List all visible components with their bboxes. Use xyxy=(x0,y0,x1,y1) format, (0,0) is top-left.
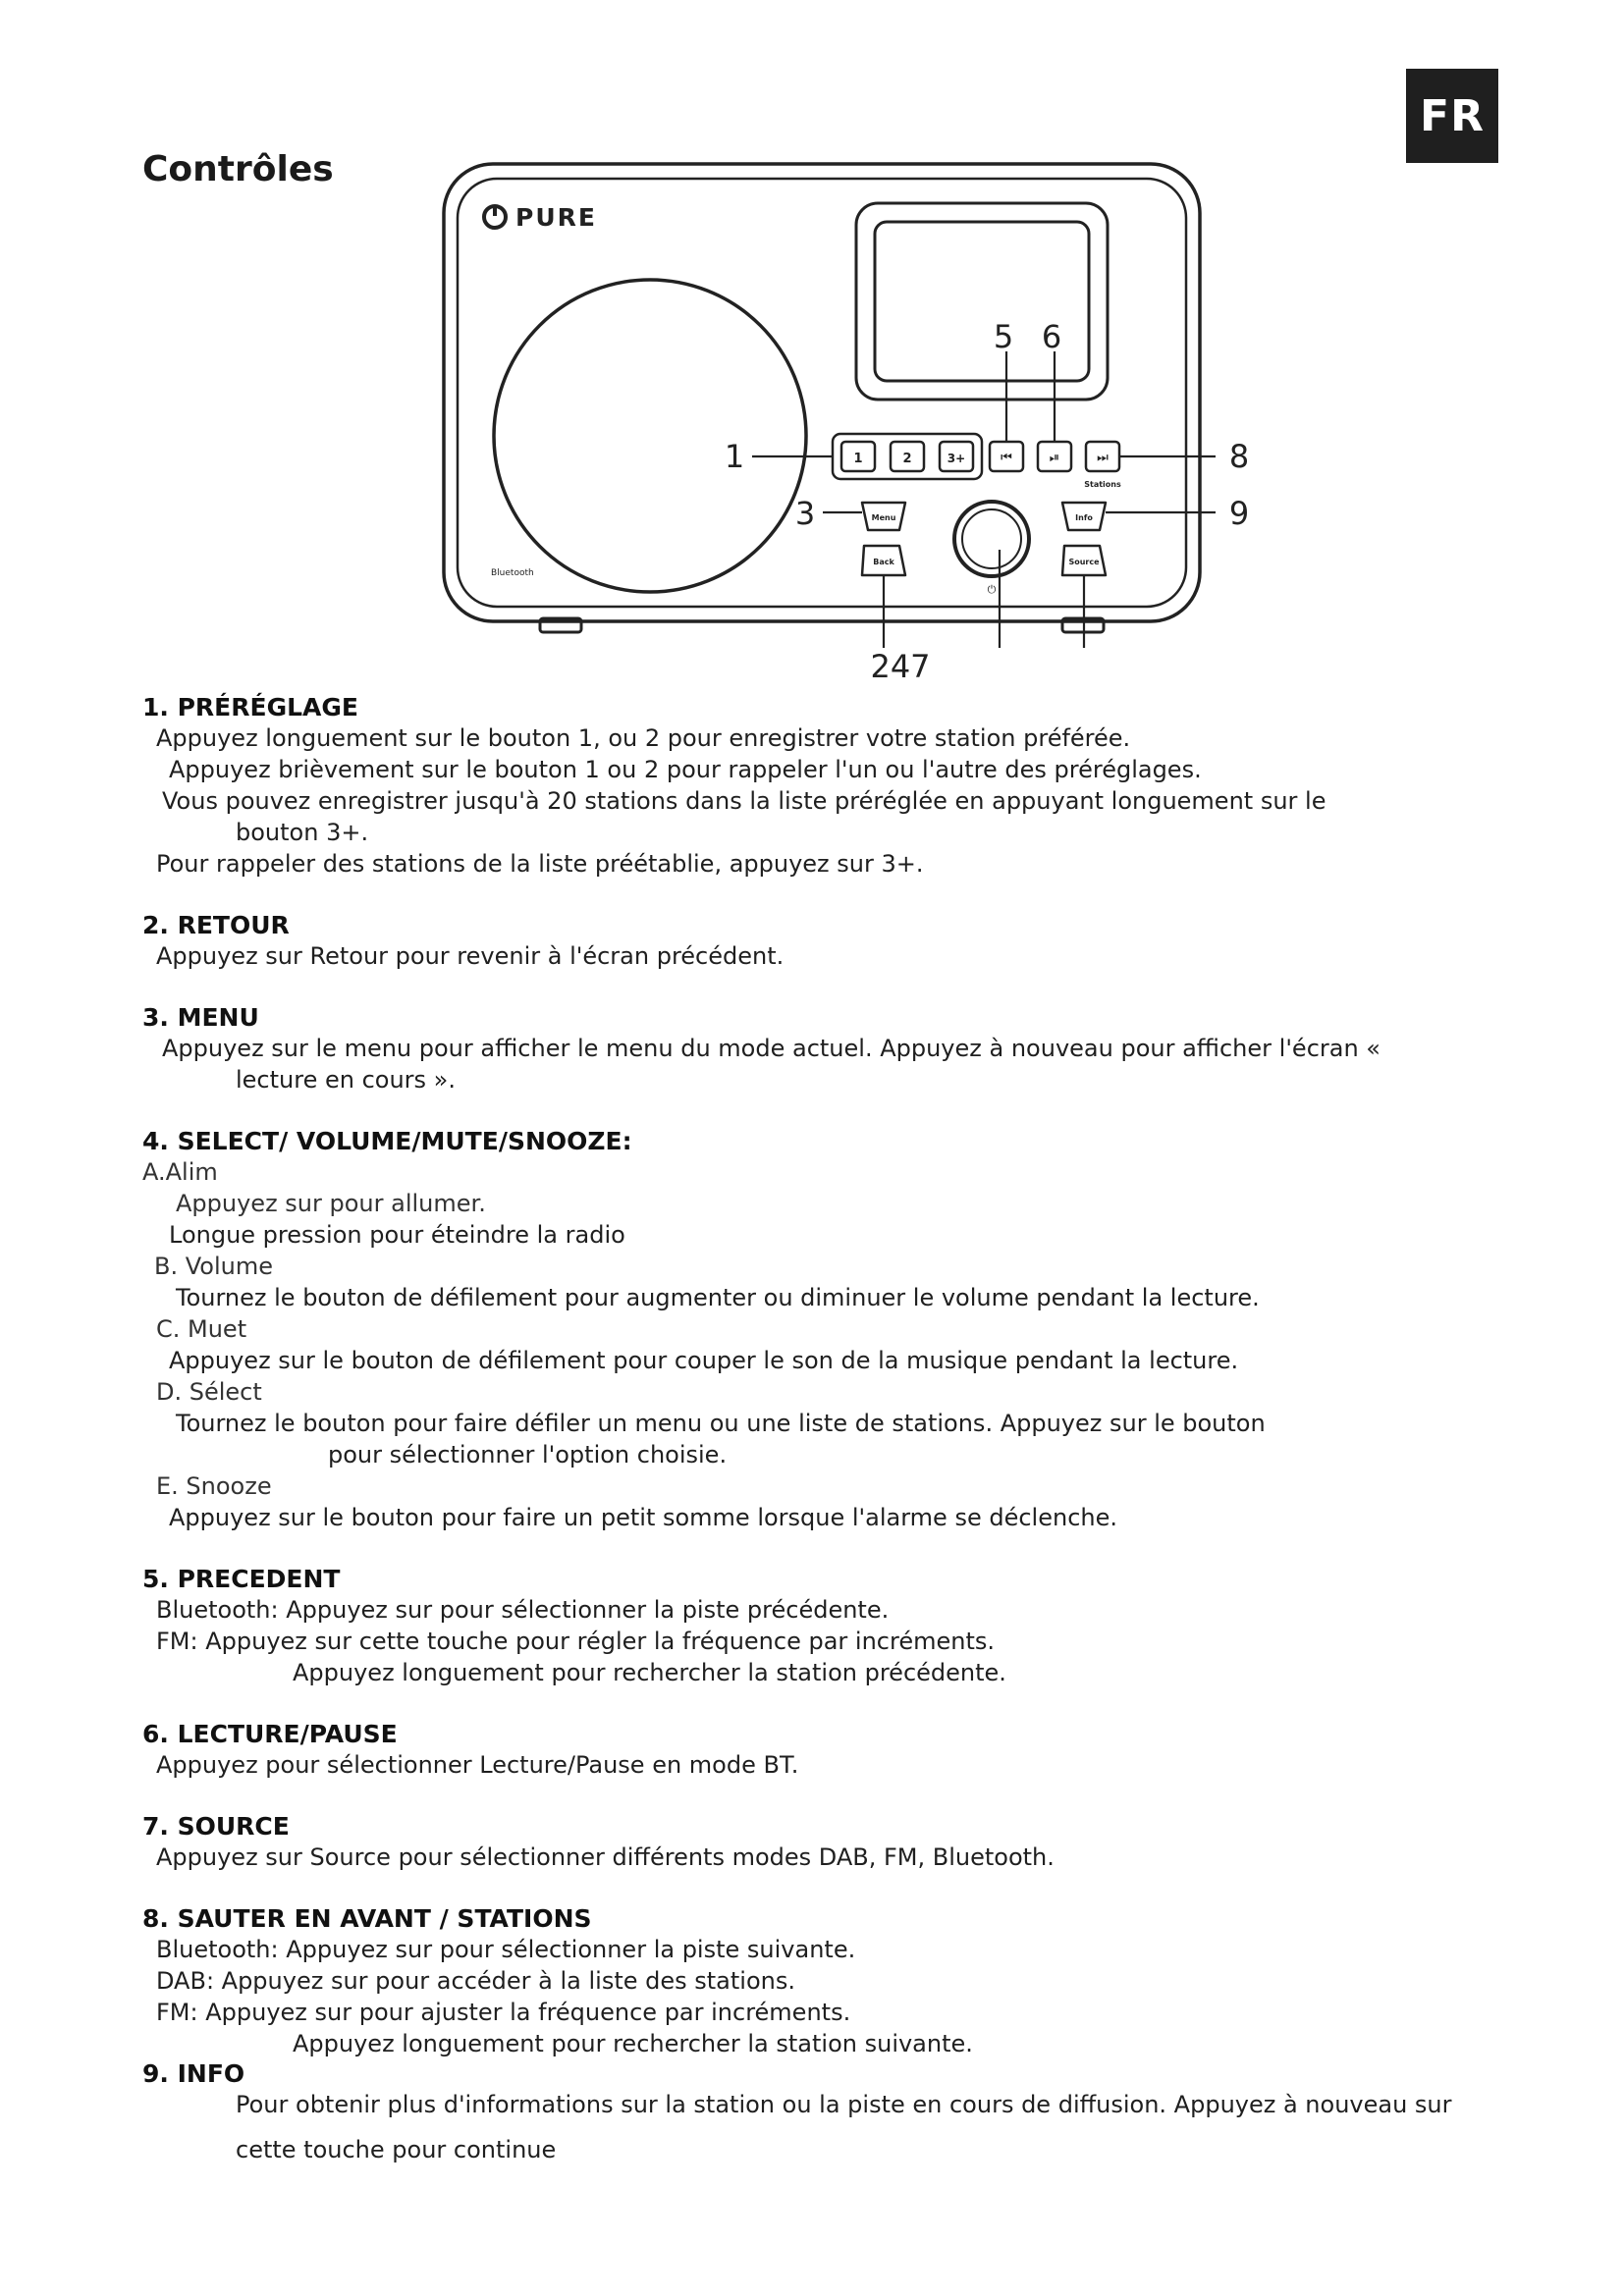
section-line: Longue pression pour éteindre la radio xyxy=(169,1221,625,1249)
previous-icon: ⏮ xyxy=(1001,451,1012,465)
previous-button[interactable] xyxy=(990,442,1023,471)
section-line: Appuyez sur pour allumer. xyxy=(176,1190,486,1217)
next-stations-button[interactable] xyxy=(1086,442,1119,471)
brand-label: PURE xyxy=(515,203,597,232)
section-line: Tournez le bouton pour faire défiler un menu ou une liste de stations. Appuyez sur le bouton xyxy=(176,1410,1266,1437)
language-badge: FR xyxy=(1406,69,1498,163)
section-line: A.Alim xyxy=(142,1158,218,1186)
svg-text:2: 2 xyxy=(902,452,912,466)
callout-5: 5 xyxy=(993,318,1014,355)
section-line: Bluetooth: Appuyez sur pour sélectionner la piste suivante. xyxy=(156,1936,856,1963)
back-button[interactable] xyxy=(862,546,905,575)
play-pause-button[interactable] xyxy=(1038,442,1071,471)
callout-6: 6 xyxy=(1041,318,1062,355)
preset-1-button[interactable] xyxy=(841,442,875,471)
section-line: bouton 3+. xyxy=(236,819,369,846)
section-line: Pour obtenir plus d'informations sur la station ou la piste en cours de diffusion. Appuyez à nouveau sur xyxy=(236,2091,1452,2118)
svg-text:Info: Info xyxy=(1075,513,1093,522)
section-line: B. Volume xyxy=(154,1253,273,1280)
display-housing xyxy=(856,203,1108,400)
power-icon: ⏻ xyxy=(987,583,997,596)
callout-8: 8 xyxy=(1228,438,1250,475)
svg-text:3+: 3+ xyxy=(947,452,966,465)
section-title-back: 2. RETOUR xyxy=(142,911,290,939)
svg-text:Source: Source xyxy=(1068,558,1100,566)
menu-button[interactable] xyxy=(862,503,905,530)
section-line: Appuyez longuement pour rechercher la station précédente. xyxy=(293,1659,1006,1686)
section-line: E. Snooze xyxy=(156,1472,272,1500)
section-line: Appuyez longuement pour rechercher la station suivante. xyxy=(293,2030,973,2057)
section-line: D. Sélect xyxy=(156,1378,262,1406)
section-line: Appuyez longuement sur le bouton 1, ou 2 pour enregistrer votre station préférée. xyxy=(156,724,1131,752)
pure-logo xyxy=(484,203,597,232)
callout-9: 9 xyxy=(1228,495,1250,532)
section-line: pour sélectionner l'option choisie. xyxy=(328,1441,728,1468)
section-line: Appuyez sur le bouton pour faire un petit somme lorsque l'alarme se déclenche. xyxy=(169,1504,1117,1531)
callout-3: 3 xyxy=(794,495,816,532)
section-line: Appuyez sur Retour pour revenir à l'écran précédent. xyxy=(156,942,785,970)
section-title-info: 9. INFO xyxy=(142,2059,245,2088)
svg-text:Back: Back xyxy=(873,558,894,566)
section-line: cette touche pour continue xyxy=(236,2136,557,2163)
section-line: DAB: Appuyez sur pour accéder à la liste des stations. xyxy=(156,1967,795,1995)
section-line: Appuyez pour sélectionner Lecture/Pause en mode BT. xyxy=(156,1751,799,1779)
section-title-play-pause: 6. LECTURE/PAUSE xyxy=(142,1720,398,1748)
section-title-menu: 3. MENU xyxy=(142,1003,259,1032)
select-volume-knob[interactable] xyxy=(954,502,1029,576)
section-line: Appuyez sur le menu pour afficher le menu du mode actuel. Appuyez à nouveau pour afficher l'écran « xyxy=(162,1035,1380,1062)
play-pause-icon: ⏯ xyxy=(1049,451,1060,465)
info-button[interactable] xyxy=(1062,503,1106,530)
section-title-skip-forward: 8. SAUTER EN AVANT / STATIONS xyxy=(142,1904,592,1933)
section-line: C. Muet xyxy=(156,1315,247,1343)
section-title-previous: 5. PRECEDENT xyxy=(142,1565,341,1593)
callout-247: 247 xyxy=(870,648,931,685)
page-title: Contrôles xyxy=(142,149,334,189)
section-line: FM: Appuyez sur cette touche pour régler la fréquence par incréments. xyxy=(156,1628,995,1655)
section-line: Appuyez sur Source pour sélectionner différents modes DAB, FM, Bluetooth. xyxy=(156,1843,1055,1871)
section-line: Vous pouvez enregistrer jusqu'à 20 stations dans la liste préréglée en appuyant longuement sur le xyxy=(162,787,1326,815)
speaker-grille xyxy=(494,280,806,592)
section-line: Tournez le bouton de défilement pour augmenter ou diminuer le volume pendant la lecture. xyxy=(176,1284,1260,1311)
section-line: Pour rappeler des stations de la liste préétablie, appuyez sur 3+. xyxy=(156,850,924,878)
section-line: Bluetooth: Appuyez sur pour sélectionner la piste précédente. xyxy=(156,1596,890,1624)
section-line: lecture en cours ». xyxy=(236,1066,456,1094)
section-line: FM: Appuyez sur pour ajuster la fréquence par incréments. xyxy=(156,1999,851,2026)
svg-text:1: 1 xyxy=(853,452,863,466)
display-screen xyxy=(875,222,1089,381)
section-line: Appuyez brièvement sur le bouton 1 ou 2 pour rappeler l'un ou l'autre des préréglages. xyxy=(169,756,1202,783)
source-button[interactable] xyxy=(1062,546,1106,575)
callout-1: 1 xyxy=(724,438,745,475)
radio-cabinet-outer xyxy=(444,164,1200,621)
section-title-source: 7. SOURCE xyxy=(142,1812,290,1841)
radio-diagram xyxy=(0,0,1624,707)
preset-2-button[interactable] xyxy=(891,442,924,471)
section-title-preset: 1. PRÉRÉGLAGE xyxy=(142,693,358,721)
stations-label: Stations xyxy=(1084,480,1121,489)
svg-text:Menu: Menu xyxy=(871,513,896,522)
radio-cabinet-inner xyxy=(458,179,1186,607)
next-icon: ⏭ xyxy=(1097,451,1109,465)
bluetooth-label: Bluetooth xyxy=(491,568,534,578)
section-title-select: 4. SELECT/ VOLUME/MUTE/SNOOZE: xyxy=(142,1127,632,1155)
section-line: Appuyez sur le bouton de défilement pour couper le son de la musique pendant la lecture. xyxy=(169,1347,1239,1374)
preset-3plus-button[interactable] xyxy=(940,442,973,471)
